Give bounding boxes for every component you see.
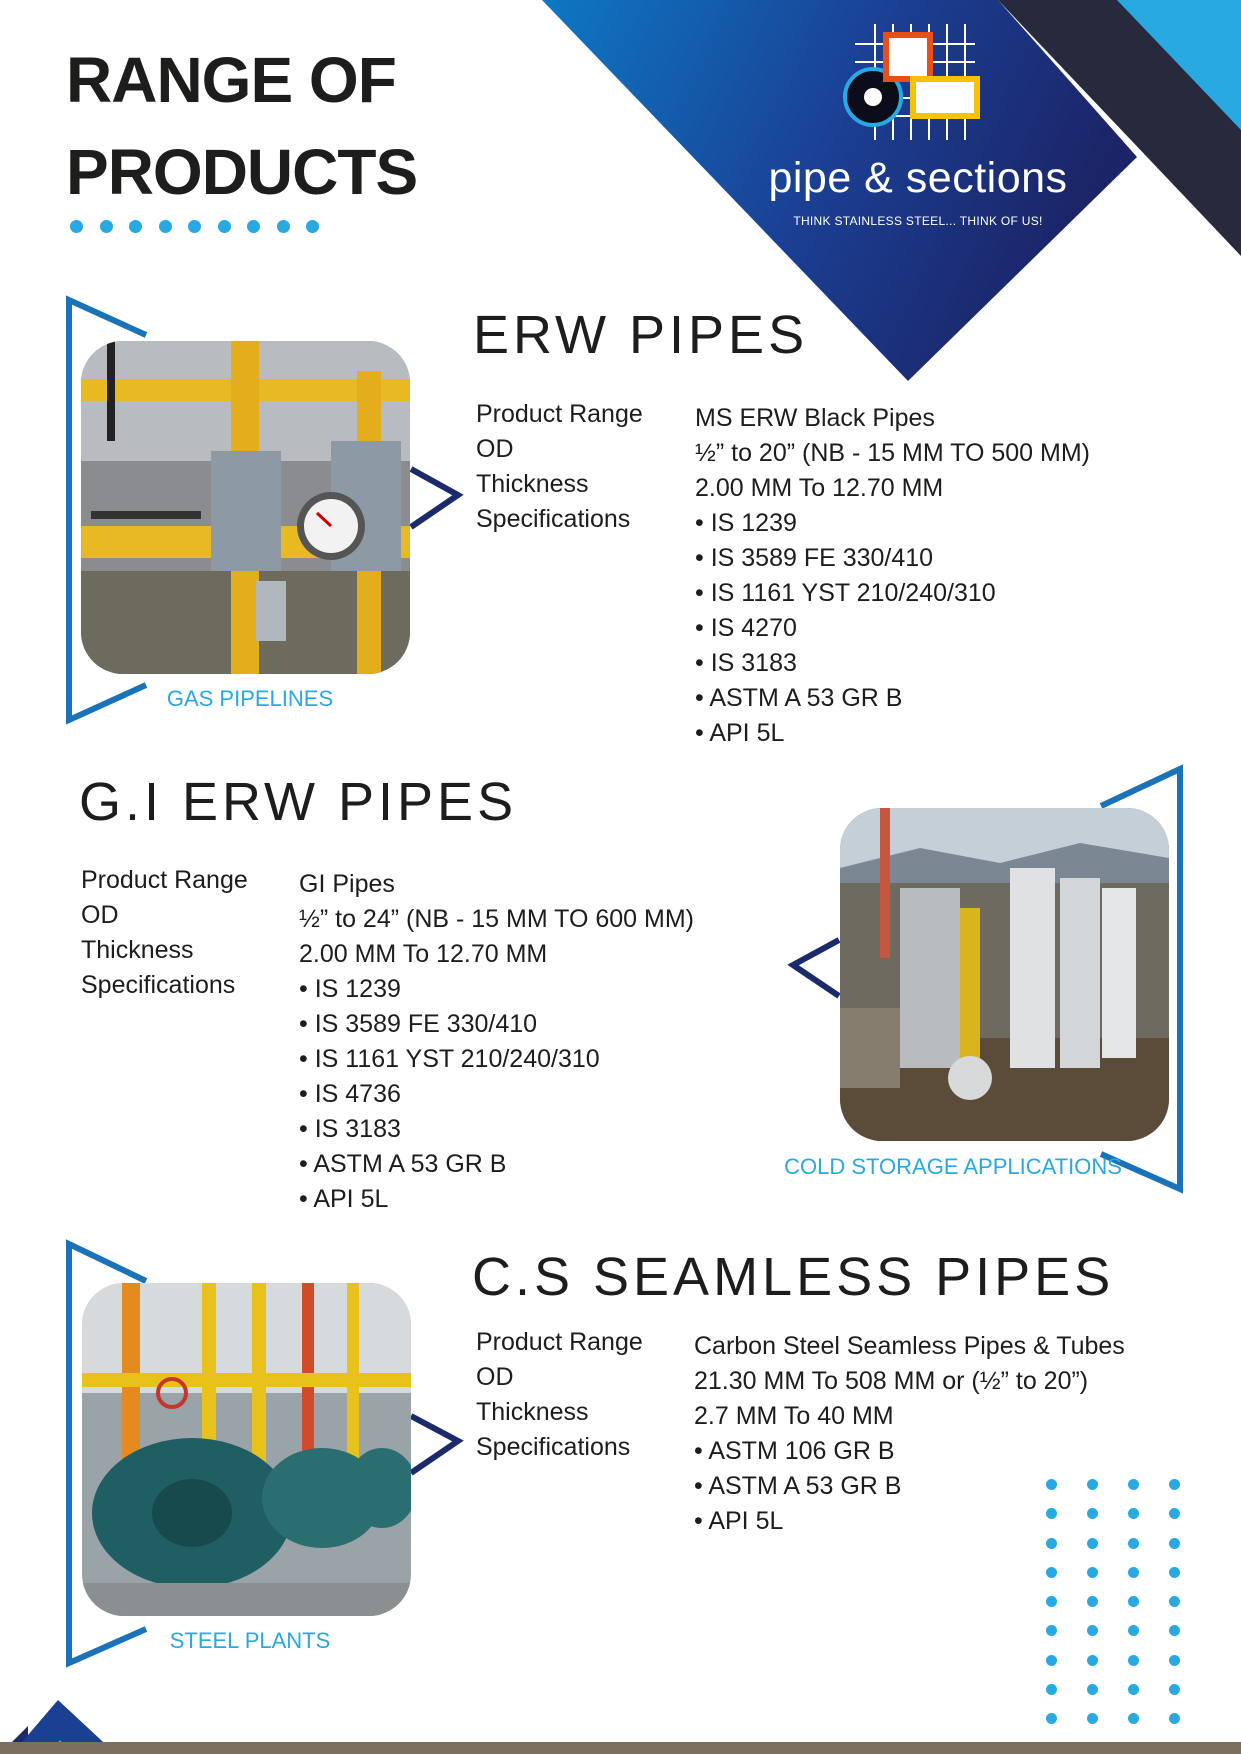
footer-bar (0, 1742, 1241, 1754)
section-title: ERW PIPES (473, 305, 809, 365)
gas-pipelines-photo (81, 341, 410, 674)
spec-values (299, 867, 694, 1217)
brand-tagline: THINK STAINLESS STEEL... THINK OF US! (793, 214, 1043, 228)
label-product-range: Product Range (81, 866, 248, 894)
value-product-range: GI Pipes (299, 870, 395, 898)
page-title-line-2: PRODUCTS (66, 136, 418, 208)
spec-item: • ASTM A 53 GR B (299, 1147, 694, 1182)
steel-plants-photo (82, 1283, 411, 1616)
spec-item: • IS 3589 FE 330/410 (299, 1007, 694, 1042)
spec-item: • IS 3183 (695, 646, 1090, 681)
label-od: OD (81, 901, 119, 929)
section-title: C.S SEAMLESS PIPES (472, 1247, 1115, 1307)
photo-caption: GAS PIPELINES (166, 686, 334, 711)
section-title: G.I ERW PIPES (79, 772, 518, 832)
label-specifications: Specifications (81, 971, 236, 999)
label-thickness: Thickness (81, 936, 194, 964)
page-title-line-1: RANGE OF (66, 44, 396, 116)
spec-labels (476, 397, 643, 537)
spec-item: • IS 3589 FE 330/410 (695, 541, 1090, 576)
spec-item: • API 5L (694, 1504, 1125, 1539)
label-product-range: Product Range (476, 1328, 643, 1356)
photo-caption: COLD STORAGE APPLICATIONS (784, 1154, 1122, 1179)
label-specifications: Specifications (476, 505, 631, 533)
value-product-range: MS ERW Black Pipes (695, 404, 935, 432)
decorative-dot-grid (1046, 1479, 1180, 1724)
company-logo-icon (835, 22, 995, 147)
value-thickness: 2.00 MM To 12.70 MM (695, 474, 944, 502)
value-od: 21.30 MM To 508 MM or (½” to 20”) (694, 1367, 1089, 1395)
brand-name: pipe & sections (768, 154, 1068, 202)
value-product-range: Carbon Steel Seamless Pipes & Tubes (694, 1332, 1125, 1360)
value-thickness: 2.7 MM To 40 MM (694, 1402, 894, 1430)
spec-item: • IS 1239 (299, 972, 694, 1007)
spec-item: • ASTM A 53 GR B (694, 1469, 1125, 1504)
spec-item: • ASTM A 53 GR B (695, 681, 1090, 716)
label-thickness: Thickness (476, 470, 589, 498)
cold-storage-photo (840, 808, 1169, 1141)
spec-item: • ASTM 106 GR B (694, 1434, 1125, 1469)
spec-item: • API 5L (299, 1182, 694, 1217)
label-product-range: Product Range (476, 400, 643, 428)
label-od: OD (476, 1363, 514, 1391)
value-thickness: 2.00 MM To 12.70 MM (299, 940, 548, 968)
label-od: OD (476, 435, 514, 463)
spec-item: • IS 4270 (695, 611, 1090, 646)
spec-labels (476, 1325, 643, 1465)
spec-item: • IS 4736 (299, 1077, 694, 1112)
value-od: ½” to 20” (NB - 15 MM TO 500 MM) (695, 439, 1091, 467)
spec-labels (81, 863, 248, 1003)
spec-item: • IS 3183 (299, 1112, 694, 1147)
label-thickness: Thickness (476, 1398, 589, 1426)
spec-item: • IS 1161 YST 210/240/310 (299, 1042, 694, 1077)
spec-values (695, 401, 1090, 751)
label-specifications: Specifications (476, 1433, 631, 1461)
value-od: ½” to 24” (NB - 15 MM TO 600 MM) (299, 905, 695, 933)
photo-caption: STEEL PLANTS (169, 1628, 331, 1653)
spec-item: • IS 1239 (695, 506, 1090, 541)
spec-item: • API 5L (695, 716, 1090, 751)
spec-item: • IS 1161 YST 210/240/310 (695, 576, 1090, 611)
